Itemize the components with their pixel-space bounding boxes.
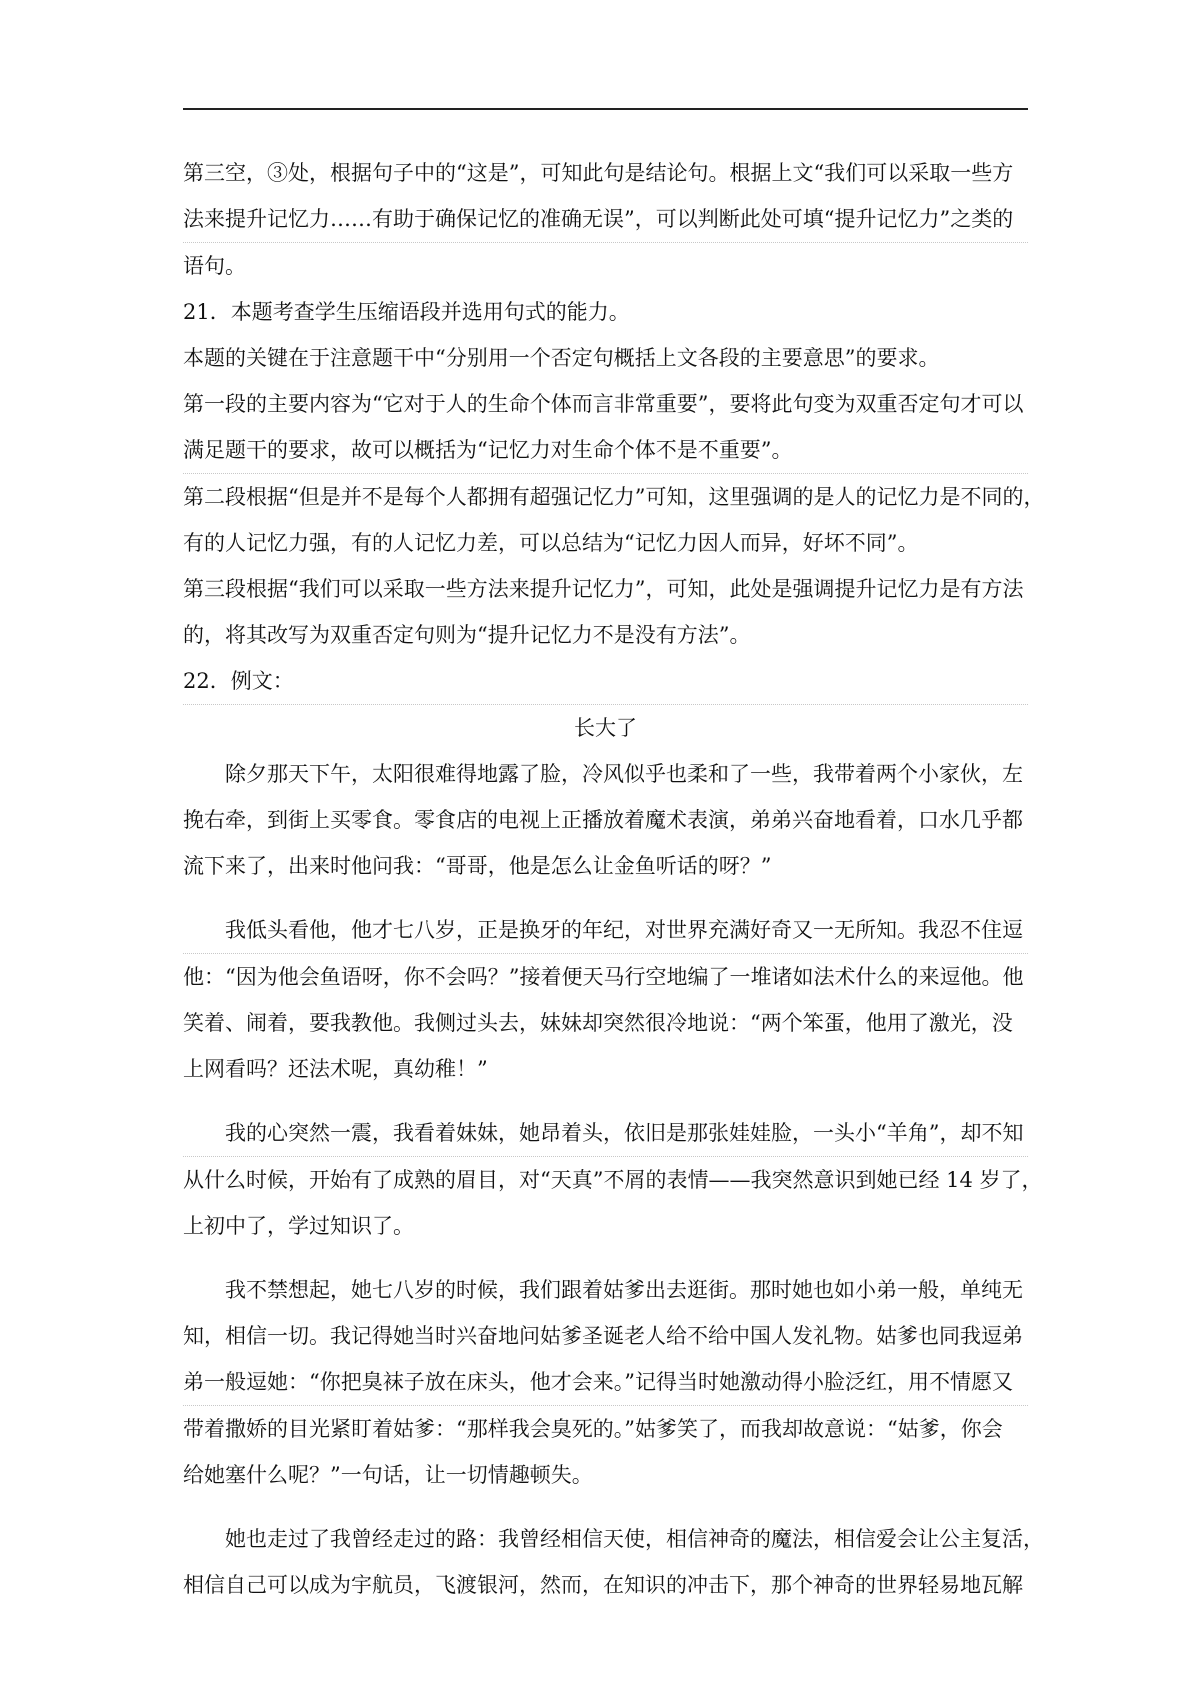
text-line: 除夕那天下午，太阳很难得地露了脸，冷风似乎也柔和了一些，我带着两个小家伙，左	[225, 762, 1023, 786]
text-line: 的，将其改写为双重否定句则为“提升记忆力不是没有方法”。	[183, 623, 751, 647]
text-line: 我不禁想起，她七八岁的时候，我们跟着姑爹出去逛街。那时她也如小弟一般，单纯无	[225, 1278, 1023, 1302]
text-line: 带着撒娇的目光紧盯着姑爹：“那样我会臭死的。”姑爹笑了，而我却故意说：“姑爹，你会	[183, 1417, 1003, 1441]
text-line: 有的人记忆力强，有的人记忆力差，可以总结为“记忆力因人而异，好坏不同”。	[183, 531, 919, 555]
text-line: 给她塞什么呢？”一句话，让一切情趣顿失。	[183, 1463, 593, 1487]
text-line: 语句。	[183, 254, 246, 278]
text-line: 知，相信一切。我记得她当时兴奋地问姑爹圣诞老人给不给中国人发礼物。姑爹也同我逗弟	[183, 1324, 1023, 1348]
text-line: 第二段根据“但是并不是每个人都拥有超强记忆力”可知，这里强调的是人的记忆力是不同的，	[183, 485, 1045, 509]
text-line: 22．例文：	[183, 658, 1028, 705]
document-body	[183, 150, 1045, 1608]
text-line: 流下来了，出来时他问我：“哥哥，他是怎么让金鱼听话的呀？”	[183, 854, 772, 878]
text-line: 从什么时候，开始有了成熟的眉目，对“天真”不屑的表情——我突然意识到她已经 14 岁了，	[183, 1168, 1043, 1192]
text-line: 第三空，③处，根据句子中的“这是”，可知此句是结论句。根据上文“我们可以采取一些方	[183, 161, 1014, 185]
text-line: 满足题干的要求，故可以概括为“记忆力对生命个体不是不重要”。	[183, 427, 1028, 474]
text-line: 我低头看他，他才七八岁，正是换牙的年纪，对世界充满好奇又一无所知。我忍不住逗	[183, 907, 1028, 954]
text-line: 相信自己可以成为宇航员，飞渡银河，然而，在知识的冲击下，那个神奇的世界轻易地瓦解	[183, 1573, 1023, 1597]
text-line: 她也走过了我曾经走过的路：我曾经相信天使，相信神奇的魔法，相信爱会让公主复活，	[225, 1527, 1044, 1551]
text-line: 21．本题考查学生压缩语段并选用句式的能力。	[183, 300, 630, 324]
text-line: 我的心突然一震，我看着妹妹，她昂着头，依旧是那张娃娃脸，一头小“羊角”，却不知	[183, 1110, 1028, 1157]
header-rule	[183, 108, 1028, 110]
text-line: 上网看吗？还法术呢，真幼稚！”	[183, 1057, 488, 1081]
essay-title: 长大了	[574, 716, 637, 740]
text-line: 本题的关键在于注意题干中“分别用一个否定句概括上文各段的主要意思”的要求。	[183, 346, 940, 370]
text-line: 第三段根据“我们可以采取一些方法来提升记忆力”，可知，此处是强调提升记忆力是有方法	[183, 577, 1024, 601]
text-line: 第一段的主要内容为“它对于人的生命个体而言非常重要”，要将此句变为双重否定句才可以	[183, 392, 1024, 416]
text-line: 他：“因为他会鱼语呀，你不会吗？”接着便天马行空地编了一堆诸如法术什么的来逗他。他	[183, 965, 1024, 989]
text-line: 上初中了，学过知识了。	[183, 1214, 414, 1238]
text-line: 挽右牵，到街上买零食。零食店的电视上正播放着魔术表演，弟弟兴奋地看着，口水几乎都	[183, 808, 1023, 832]
text-line: 法来提升记忆力……有助于确保记忆的准确无误”，可以判断此处可填“提升记忆力”之类的	[183, 196, 1028, 243]
text-line: 笑着、闹着，要我教他。我侧过头去，妹妹却突然很冷地说：“两个笨蛋，他用了激光，没	[183, 1011, 1013, 1035]
text-line: 弟一般逗她：“你把臭袜子放在床头，他才会来。”记得当时她激动得小脸泛红，用不情愿又	[183, 1359, 1028, 1406]
